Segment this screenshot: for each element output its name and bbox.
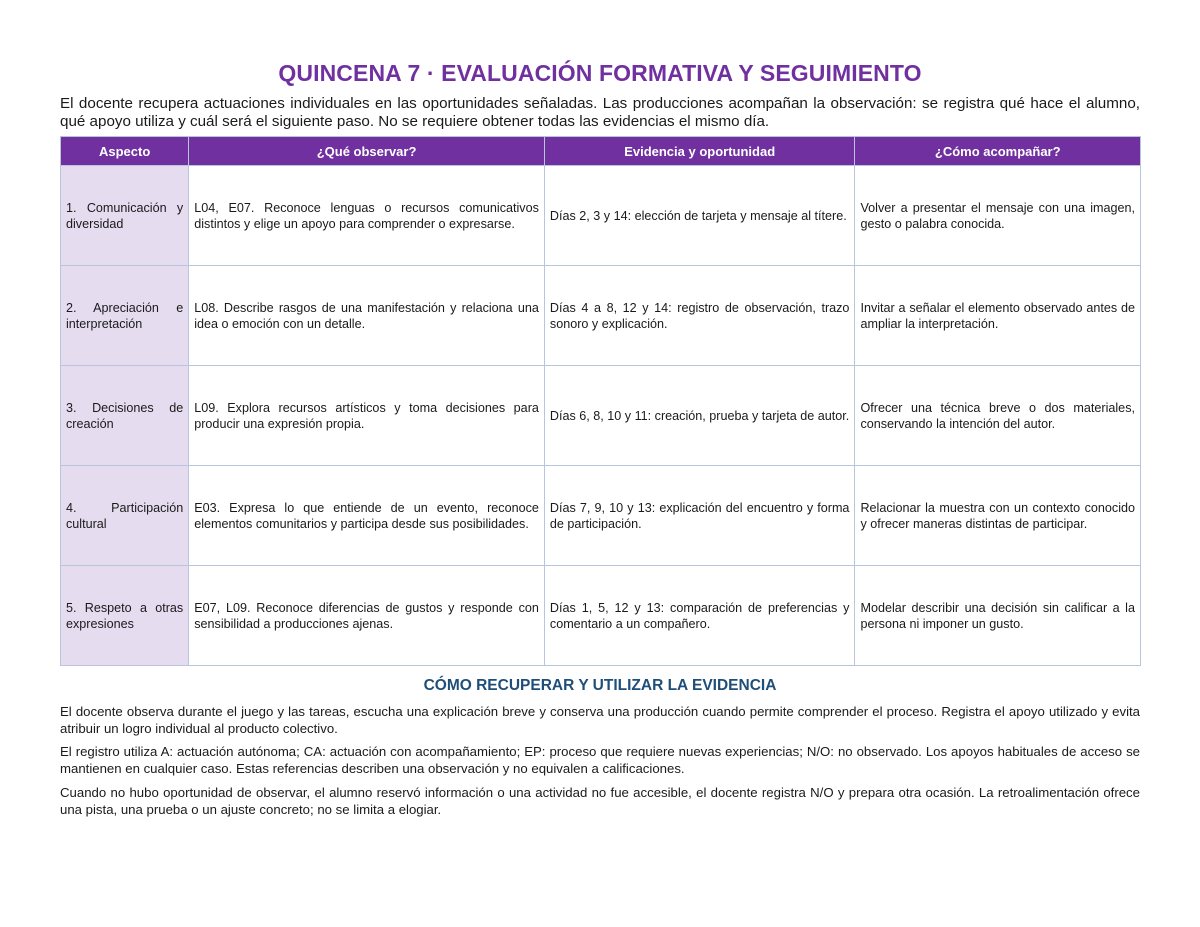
evidence-paragraph: Cuando no hubo oportunidad de observar, el alumno reservó información o una actividad no fue accesible, el docente registra N/O y prepara otra ocasión. La retroalimentación ofrece una pista, una prueba o un ajuste concreto; no se limita a elogiar. bbox=[60, 785, 1140, 817]
evidence-paragraph: El docente observa durante el juego y las tareas, escucha una explicación breve y conserva una producción cuando permite comprender el proceso. Registra el apoyo utilizado y evita atribuir un logro individual al producto colectivo. bbox=[60, 704, 1140, 736]
cell-support: Invitar a señalar el elemento observado antes de ampliar la interpretación. bbox=[855, 266, 1141, 366]
cell-evidence: Días 2, 3 y 14: elección de tarjeta y mensaje al títere. bbox=[544, 166, 855, 266]
cell-observe: E03. Expresa lo que entiende de un evento, reconoce elementos comunitarios y participa desde sus posibilidades. bbox=[189, 466, 545, 566]
column-header-como-acompanar: ¿Cómo acompañar? bbox=[855, 137, 1141, 166]
cell-aspect: 1. Comunicación y diversidad bbox=[61, 166, 189, 266]
evaluation-table bbox=[60, 136, 1141, 666]
cell-aspect: 3. Decisiones de creación bbox=[61, 366, 189, 466]
cell-evidence: Días 6, 8, 10 y 11: creación, prueba y tarjeta de autor. bbox=[544, 366, 855, 466]
section-title: CÓMO RECUPERAR Y UTILIZAR LA EVIDENCIA bbox=[423, 677, 777, 694]
table-row bbox=[61, 466, 1141, 566]
table-row bbox=[61, 366, 1141, 466]
cell-support: Modelar describir una decisión sin calificar a la persona ni imponer un gusto. bbox=[855, 566, 1141, 666]
cell-evidence: Días 7, 9, 10 y 13: explicación del encuentro y forma de participación. bbox=[544, 466, 855, 566]
cell-aspect: 5. Respeto a otras expresiones bbox=[61, 566, 189, 666]
table-row bbox=[61, 166, 1141, 266]
cell-evidence: Días 1, 5, 12 y 13: comparación de preferencias y comentario a un compañero. bbox=[544, 566, 855, 666]
cell-observe: L08. Describe rasgos de una manifestación y relaciona una idea o emoción con un detalle. bbox=[189, 266, 545, 366]
evidence-paragraph: El registro utiliza A: actuación autónoma; CA: actuación con acompañamiento; EP: proceso que requiere nuevas experiencias; N/O: no observado. Los apoyos habituales de acceso se mantienen en cualquier caso. Estas referencias describen una observación y no equivalen a calificaciones. bbox=[60, 744, 1140, 776]
cell-evidence: Días 4 a 8, 12 y 14: registro de observación, trazo sonoro y explicación. bbox=[544, 266, 855, 366]
table-header-row bbox=[61, 137, 1141, 166]
cell-support: Relacionar la muestra con un contexto conocido y ofrecer maneras distintas de participar. bbox=[855, 466, 1141, 566]
cell-support: Volver a presentar el mensaje con una imagen, gesto o palabra conocida. bbox=[855, 166, 1141, 266]
cell-support: Ofrecer una técnica breve o dos materiales, conservando la intención del autor. bbox=[855, 366, 1141, 466]
page-title: QUINCENA 7 · EVALUACIÓN FORMATIVA Y SEGUIMIENTO bbox=[278, 60, 922, 86]
cell-observe: L09. Explora recursos artísticos y toma decisiones para producir una expresión propia. bbox=[189, 366, 545, 466]
cell-observe: L04, E07. Reconoce lenguas o recursos comunicativos distintos y elige un apoyo para comprender o expresarse. bbox=[189, 166, 545, 266]
cell-aspect: 2. Apreciación e interpretación bbox=[61, 266, 189, 366]
cell-observe: E07, L09. Reconoce diferencias de gustos y responde con sensibilidad a producciones ajenas. bbox=[189, 566, 545, 666]
table-row bbox=[61, 566, 1141, 666]
column-header-que-observar: ¿Qué observar? bbox=[189, 137, 545, 166]
column-header-aspecto: Aspecto bbox=[61, 137, 189, 166]
table-row bbox=[61, 266, 1141, 366]
intro-paragraph: El docente recupera actuaciones individuales en las oportunidades señaladas. Las producciones acompañan la observación: se registra qué hace el alumno, qué apoyo utiliza y cuál será el siguiente paso. No se requiere obtener todas las evidencias el mismo día. bbox=[60, 95, 1140, 130]
column-header-evidencia: Evidencia y oportunidad bbox=[544, 137, 855, 166]
cell-aspect: 4. Participación cultural bbox=[61, 466, 189, 566]
